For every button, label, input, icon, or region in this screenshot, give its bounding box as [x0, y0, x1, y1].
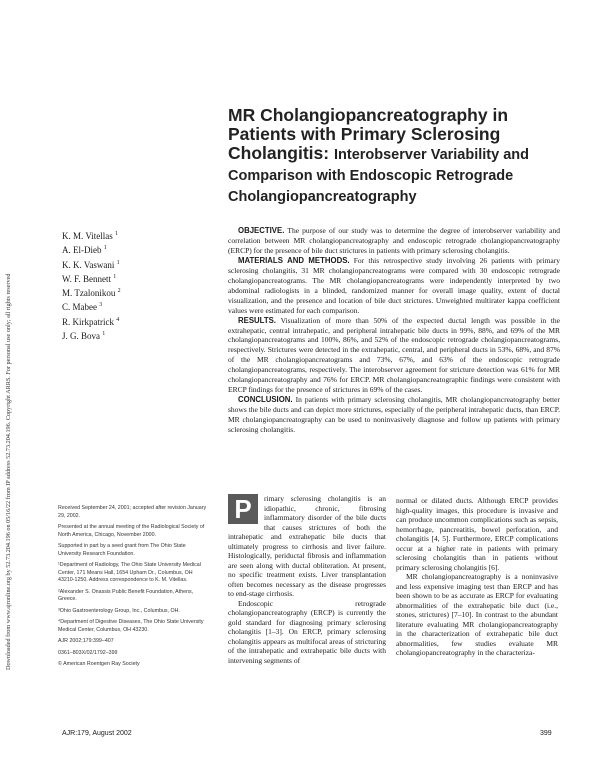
page-number: 399: [540, 730, 552, 737]
body-column-1: [228, 494, 386, 665]
abstract-results: RESULTS. Visualization of more than 50% of the expected ductal length was possible in the extrahepatic, central intrahepatic, and peripheral intrahepatic bile ducts in 99%, 88%, and 69% of the MR cholangiopancreatograms and 100%, 86%, and 52% of the endoscopic retrograde cholangiopancreatograms, respectively. Strictures were detected in the extrahepatic, central, and peripheral ducts in 53%, 68%, and 87% of the MR cholangiopancreatograms and 73%, 67%, and 63% of the endoscopic retrograde cholangiopancreatograms, respectively. The interobserver agreement for stricture detection was 61% for MR cholangiopancreatography and 76% for ERCP. MR cholangiopancreatographic findings were consistent with ERCP findings for the presence of strictures in 69% of the cases.: [228, 315, 560, 395]
body-column-2: [396, 496, 558, 658]
author: K. K. Vaswani $^1$: [62, 259, 120, 270]
author: A. El-Dieb $^1$: [62, 245, 107, 256]
author-list: [62, 228, 202, 342]
abstract-conclusion: CONCLUSION. In patients with primary sclerosing cholangitis, MR cholangiopancreatography better shows the bile ducts and can depict more strictures, especially of the peripheral intrahepatic ducts, than ERCP. MR cholangiopancreatography can be used to noninvasively diagnose and follow up patients with primary sclerosing cholangitis.: [228, 395, 561, 435]
note: Supported in part by a seed grant from The Ohio State University Research Foundation.: [58, 543, 186, 557]
article-title: [228, 106, 558, 207]
note: ²Alexander S. Onassis Public Benefit Foundation, Athens, Greece.: [58, 588, 194, 602]
journal-citation: AJR:179, August 2002: [62, 730, 132, 737]
abstract: [228, 226, 560, 435]
abstract-objective: OBJECTIVE. The purpose of our study was to determine the degree of interobserver variability and correlation between MR cholangiopancreatography and endoscopic retrograde cholangiopancreatography (ERCP) for the presence of bile duct strictures in patients with primary sclerosing cholangitis.: [228, 226, 560, 255]
body-paragraph: Endoscopic retrograde cholangiopancreatography (ERCP) is currently the gold standard for diagnosing primary sclerosing cholangitis [1–3]. On ERCP, primary sclerosing cholangitis appears as multifocal areas of stricturing of the intrahepatic and extrahepatic bile ducts with intervening segments of: [228, 598, 386, 665]
author: R. Kirkpatrick $^4$: [62, 316, 120, 327]
article-notes: [58, 505, 208, 673]
note: Received September 24, 2001; accepted after revision January 29, 2002.: [58, 505, 207, 519]
author: M. Tzalonikou $^2$: [62, 288, 121, 299]
note: © American Roentgen Ray Society: [58, 661, 140, 667]
body-paragraph: MR cholangiopancreatography is a noninvasive and less expensive imaging test than ERCP and has been shown to be as accurate as ERCP for evaluating abnormalities of the extrahepatic bile duct (i.e., stones, strictures) [7–10]. In contrast to the abundant literature evaluating MR cholangiopancreatography in the characterization of extrahepatic bile duct abnormalities, few studies evaluate MR cholangiopancreatography in the characteriza-: [396, 572, 558, 657]
author: J. G. Bova $^1$: [62, 331, 106, 342]
body-paragraph: P rimary sclerosing cholangitis is an idiopathic, chronic, fibrosing inflammatory disorder of the bile ducts that causes strictures of both the intrahepatic and extrahepatic bile ducts that ultimately progress to cirrhosis and liver failure. Histologically, periductal fibrosis and inflammation are seen along with ductal obliteration. At present, no specific treatment exists. Liver transplantation often becomes necessary as the disease progresses to end-stage cirrhosis.: [228, 494, 386, 598]
dropcap: P: [228, 494, 258, 524]
note: AJR 2002;179:399–407: [58, 638, 114, 644]
author: W. F. Bennett $^1$: [62, 273, 117, 284]
note: 0361–803X/02/1792–399: [58, 649, 118, 656]
note: ⁴Department of Digestive Diseases, The Ohio State University Medical Center, Columbus, OH 43230.: [58, 619, 204, 633]
author: K. M. Vitellas $^1$: [62, 231, 119, 241]
download-notice: Downloaded from www.ajronline.org by 52.73.204.196 on 05/16/22 from IP address 52.73.204.196. Copyright ARRS. For personal use only; all rights reserved: [5, 273, 12, 670]
note: ³Ohio Gastroenterology Group, Inc., Columbus, OH.: [58, 607, 180, 614]
body-paragraph: normal or dilated ducts. Although ERCP provides high-quality images, this procedure is invasive and can produce uncommon complications such as sepsis, hemorrhage, pancreatitis, bowel perforation, and cholangitis [4, 5]. Furthermore, ERCP complications occur at a higher rate in patients with primary sclerosing cholangitis than in patients without primary sclerosing cholangitis [6].: [396, 496, 558, 572]
note: ¹Department of Radiology, The Ohio State University Medical Center, 171 Means Hall, 1654 Upham Dr., Columbus, OH 43210-1250. Address correspondence to K. M. Vitellas.: [58, 562, 201, 583]
title-subtitle: Interobserver Variability and Comparison with Endoscopic Retrograde Cholangiopancreatography: [228, 147, 530, 205]
author: C. Mabee $^3$: [62, 302, 103, 313]
abstract-methods: MATERIALS AND METHODS. For this retrospective study involving 26 patients with primary sclerosing cholangitis, 31 MR cholangiopancreatograms were compared with 30 endoscopic retrograde cholangiopancreatograms. The MR cholangiopancreatograms were independently interpreted by two abdominal radiologists in a blinded, randomized manner for overall image quality, extent of ductal visualization, and the presence and location of bile duct strictures. Unweighted multirater kappa coefficient values were estimated for each comparison.: [228, 255, 560, 315]
note: Presented at the annual meeting of the Radiological Society of North America, Chicago, November 2000.: [58, 524, 205, 538]
title-main: MR Cholangiopancreatography in Patients with Primary Sclerosing Cholangitis:: [228, 105, 509, 163]
